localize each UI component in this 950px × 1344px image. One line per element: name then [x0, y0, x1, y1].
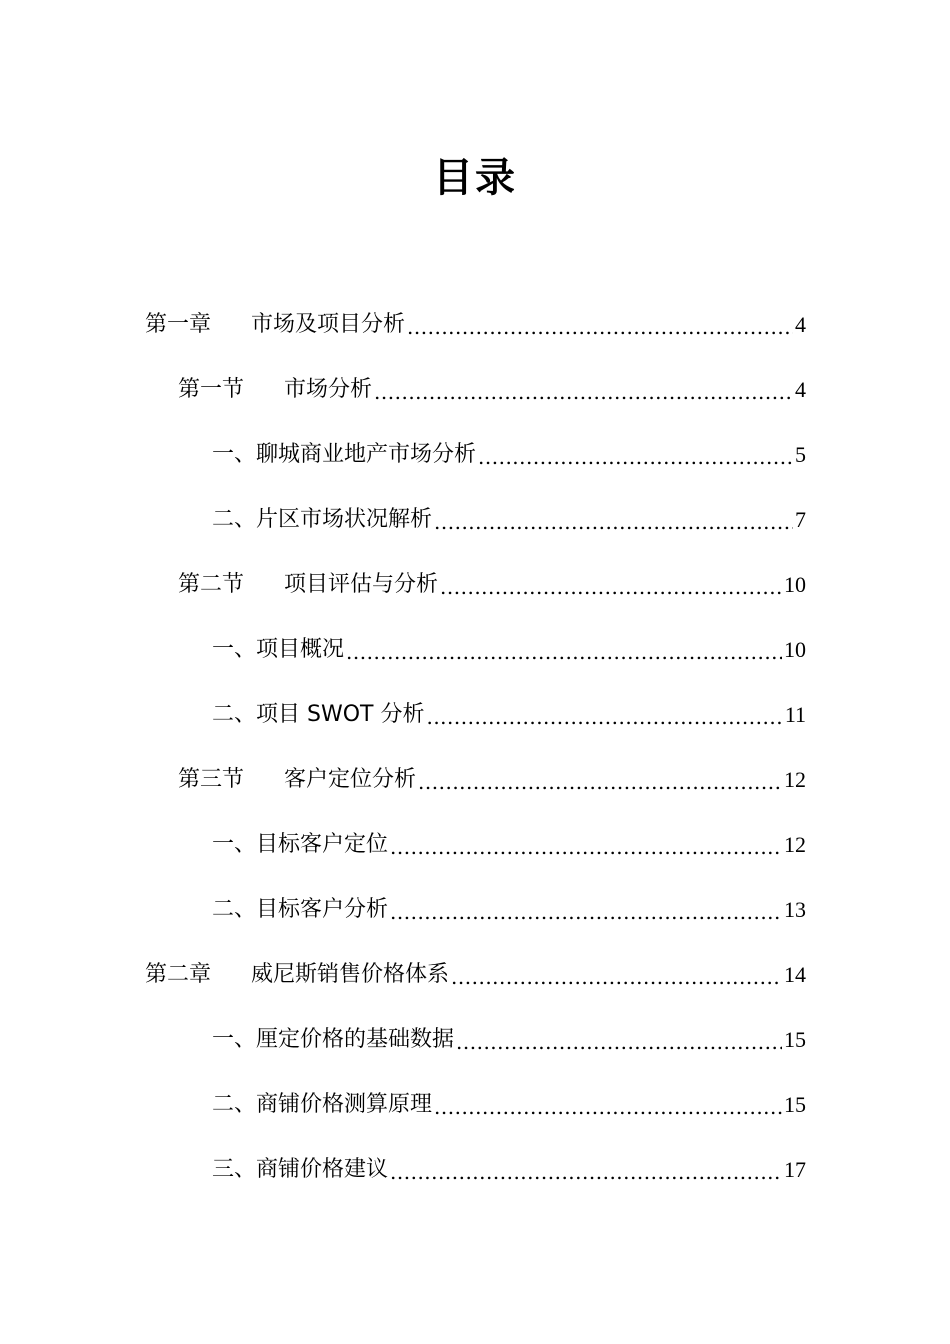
toc-entry-number: 第一章 [145, 312, 212, 337]
toc-page-number: 15 [784, 1092, 806, 1117]
toc-page-number: 13 [784, 897, 806, 922]
toc-entry-number: 第二节 [178, 572, 245, 597]
toc-entry-text: 一、目标客户定位 [212, 832, 389, 857]
toc-entry-text: 一、聊城商业地产市场分析 [212, 442, 477, 467]
toc-dot-leader [374, 377, 793, 407]
toc-entry-text: 市场及项目分析 [251, 312, 406, 337]
toc-entry-item[interactable] [212, 828, 806, 862]
toc-page-number: 15 [784, 1027, 806, 1052]
toc-entry-text: 客户定位分析 [284, 767, 417, 792]
toc-entry-chapter-2[interactable] [145, 958, 806, 992]
toc-page-number: 11 [784, 702, 806, 727]
toc-dot-leader [451, 962, 782, 992]
toc-page-number: 12 [784, 767, 806, 792]
toc-entry-number: 第一节 [178, 377, 245, 402]
toc-dot-leader [418, 767, 782, 797]
toc-entry-number: 第二章 [145, 962, 212, 987]
toc-dot-leader [390, 897, 782, 927]
toc-entry-item[interactable] [212, 633, 806, 667]
toc-page-number: 4 [795, 377, 806, 402]
toc-entry-item[interactable] [212, 1153, 806, 1187]
toc-entry-text: 一、厘定价格的基础数据 [212, 1027, 455, 1052]
toc-page-number: 12 [784, 832, 806, 857]
toc-entry-section-1-2[interactable] [178, 568, 806, 602]
toc-entry-item[interactable] [212, 438, 806, 472]
toc-entry-item[interactable] [212, 1023, 806, 1057]
toc-dot-leader [440, 572, 782, 602]
toc-entry-text: 二、片区市场状况解析 [212, 507, 433, 532]
toc-page-number: 5 [795, 442, 806, 467]
toc-entry-text: 项目评估与分析 [284, 572, 439, 597]
toc-dot-leader [390, 1157, 782, 1187]
toc-entry-item[interactable] [212, 503, 806, 537]
toc-dot-leader [478, 442, 793, 472]
toc-page-number: 14 [784, 962, 806, 987]
toc-dot-leader [434, 1092, 782, 1122]
toc-page-number: 10 [784, 637, 806, 662]
toc-dot-leader [456, 1027, 782, 1057]
toc-entry-text: 二、商铺价格测算原理 [212, 1092, 433, 1117]
toc-entry-text: 三、商铺价格建议 [212, 1157, 389, 1182]
toc-entry-text: 一、项目概况 [212, 637, 345, 662]
toc-page-number: 10 [784, 572, 806, 597]
toc-entry-number: 第三节 [178, 767, 245, 792]
toc-entry-section-1-1[interactable] [178, 373, 806, 407]
toc-dot-leader [434, 507, 793, 537]
toc-dot-leader [390, 832, 782, 862]
toc-dot-leader [346, 637, 782, 667]
toc-entry-item[interactable] [212, 893, 806, 927]
toc-entry-text: 二、项目 SWOT 分析 [212, 702, 425, 727]
toc-dot-leader [426, 702, 782, 732]
toc-entry-text: 市场分析 [284, 377, 373, 402]
toc-entry-item[interactable] [212, 698, 806, 732]
toc-entry-chapter-1[interactable] [145, 308, 806, 342]
toc-entry-item[interactable] [212, 1088, 806, 1122]
toc-entry-text: 威尼斯销售价格体系 [251, 962, 450, 987]
toc-page-number: 4 [795, 312, 806, 337]
toc-page-number: 17 [784, 1157, 806, 1182]
toc-page-number: 7 [795, 507, 806, 532]
toc-entry-section-1-3[interactable] [178, 763, 806, 797]
toc-dot-leader [407, 312, 793, 342]
page-title: 目录 [433, 155, 517, 201]
toc-entry-text: 二、目标客户分析 [212, 897, 389, 922]
